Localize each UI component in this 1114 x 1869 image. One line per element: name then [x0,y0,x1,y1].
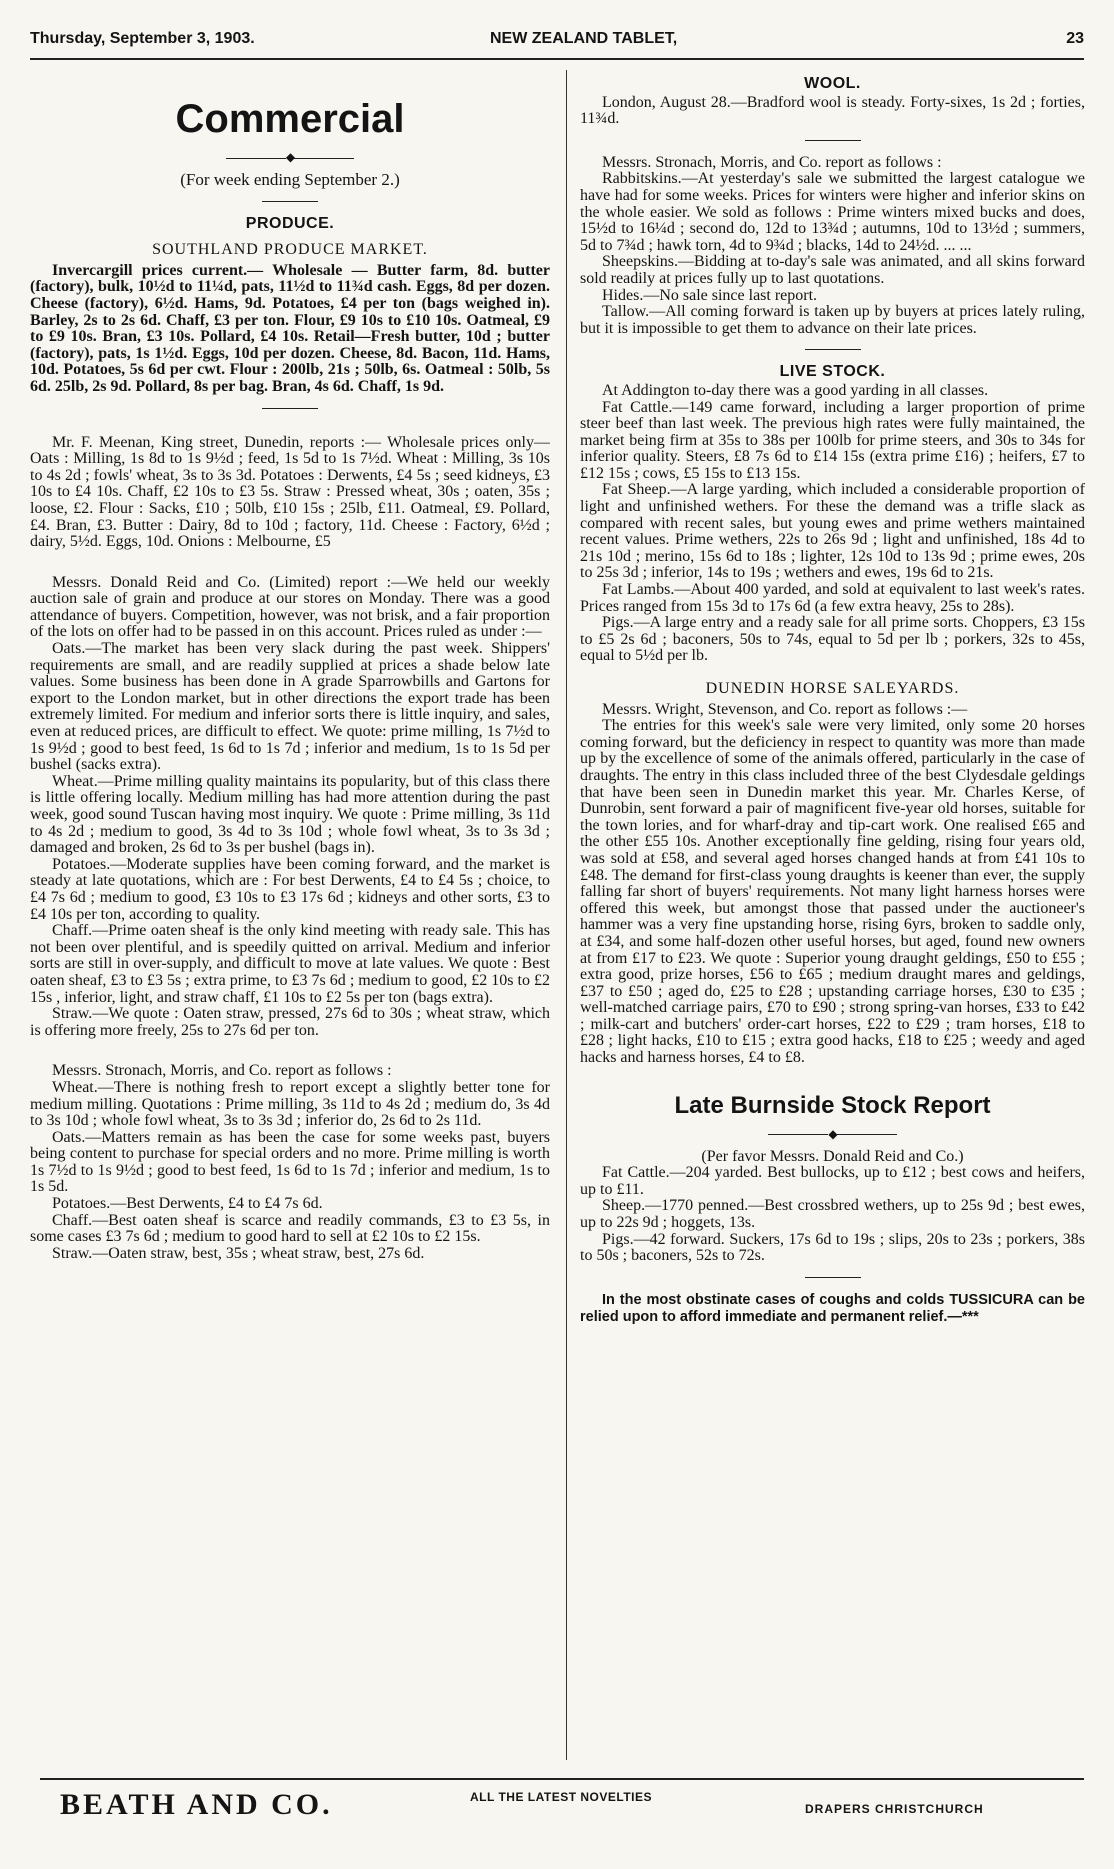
tussicura-advert: In the most obstinate cases of coughs and colds TUSSICURA can be relied upon to afford immediate and permanent relief.—*** [580,1291,1085,1325]
commercial-title: Commercial [175,97,405,141]
reid-paragraph: Messrs. Donald Reid and Co. (Limited) report :—We held our weekly auction sale of grain and produce at our stores on Monday. There was a good attendance of buyers. Competition, however, was not brisk, and a fair proportion of the lots on offer had to be passed in on this account. Prices ruled as under :— [30,573,550,641]
reid-paragraph: Wheat.—Prime milling quality maintains its popularity, but of this class there is little offering locally. Medium milling has had more attention during the past week, good sound Tuscan having most inquiry. We quote : Prime milling, 3s 11d to 4s 2d ; medium to good, 3s 4d to 3s 10d ; whole fowl wheat, 3s to 3s 3d ; damaged and broken, 2s 6d to 3s per bushel (bags in). [30,772,550,857]
footer-brand: BEATH AND CO. [60,1788,333,1821]
stronach-paragraph: Chaff.—Best oaten sheaf is scarce and readily commands, £3 to £3 5s, in some cases £3 7s 6d ; medium to good hard to sell at £2 10s to £2 15s. [30,1211,550,1246]
burnside-title: Late Burnside Stock Report [674,1091,991,1119]
produce-heading: PRODUCE. [245,214,335,232]
livestock-heading: LIVE STOCK. [779,363,886,381]
header-date: Thursday, September 3, 1903. [30,30,255,47]
rule [805,349,861,350]
horse-paragraph: The entries for this week's sale were very limited, only some 20 horses coming forward, but the deficiency in respect to quantity was more than made up by the excellence of some of the animals offered, particularly in the case of draughts. The entry in this class included three of the best Clydesdale geldings that have been seen in Dunedin market this year. Mr. Charles Kerse, of Dunrobin, sent forward a pair of magnificent five-year old horses, suitable for the town lories, and for wharf-dray and tip-cart work. One realised £65 and the other £55 10s. Another exceptionally fine gelding, rising four years old, was sold at £58, and several aged horses changed hands at from £41 10s to £48. The demand for first-class young draughts is keener than ever, the supply falling far short of buyers' requirements. Not many light harness horses were offered this week, but amongst those that passed under the auctioneer's hammer was a very fine upstanding horse, rising 6yrs, broken to saddle only, at £34, and some half-dozen other useful horses, but aged, found new owners at from £17 to £23. We quote : Superior young draught geldings, £50 to £55 ; extra good, prize horses, £56 to £65 ; medium draught mares and geldings, £37 to £50 ; aged do, £25 to £28 ; upstanding carriage horses, £30 to £35 ; well-matched carriage pairs, £70 to £90 ; strong spring-van horses, £33 to £42 ; milk-cart and butchers' order-cart horses, £22 to £29 ; tram horses, £18 to £28 ; light hacks, £10 to £15 ; extra good hacks, £18 to £25 ; weedy and aged hacks and harness horses, £4 to £8. [580,717,1085,1067]
stronach-paragraph: Messrs. Stronach, Morris, and Co. report as follows : [52,1062,392,1080]
southland-heading: SOUTHLAND PRODUCE MARKET. [152,241,428,259]
livestock-paragraph: Fat Lambs.—About 400 yarded, and sold at equivalent to last week's rates. Prices ranged from 15s 3d to 17s 6d (a few extra heavy, 25s to 28s). [580,581,1085,615]
left-column [30,68,550,1758]
header-page-number: 23 [1066,30,1084,47]
column-divider [566,70,567,1760]
stronach-paragraph: Straw.—Oaten straw, best, 35s ; wheat straw, best, 27s 6d. [52,1244,425,1262]
wool-paragraph: Hides.—No sale since last report. [602,286,818,304]
reid-paragraph: Chaff.—Prime oaten sheaf is the only kind meeting with ready sale. This has not been over plentiful, and is speedily quitted on arrival. Medium and inferior sorts are still in over-supply, and difficult to move at late values. We quote : Best oaten sheaf, £3 to £3 5s ; extra prime, to £3 7s 6d ; medium to good, £2 10s to £2 15s , inferior, light, and straw chaff, £1 10s to £2 5s per ton (bags extra). [30,922,550,1006]
page-header [30,30,1084,54]
meenan-text: Mr. F. Meenan, King street, Dunedin, reports :— Wholesale prices only—Oats : Milling, 1s 8d to 1s 9½d ; feed, 1s 5d to 1s 7½d. Wheat : Milling, 3s 10s to 4s 2d ; fowls' wheat, 3s to 3s 3d. Potatoes : Derwents, £4 5s ; seed kidneys, £3 10s to £4 10s. Chaff, £2 10s to £3 5s. Straw : Pressed wheat, 30s ; oaten, 35s ; loose, £2. Flour : Sacks, £10 ; 50lb, £10 15s ; 25lb, £11. Oatmeal, £9. Pollard, £4. Bran, £3. Butter : Dairy, 8d to 10d ; factory, 11d. Cheese : Factory, 6½d ; dairy, 5½d. Eggs, 10d. Onions : Melbourne, £5 [30,433,550,551]
right-column [580,68,1085,1758]
rule [805,140,861,141]
wool-paragraph: Tallow.—All coming forward is taken up by buyers at prices lately ruling, but it is impossible to get them to advance on their late prices. [580,303,1085,337]
rule [805,1277,861,1278]
rule [262,201,318,202]
wool-heading: WOOL. [804,75,861,92]
livestock-paragraph: Fat Sheep.—A large yarding, which included a considerable proportion of light and unfinished wethers. For these the demand was a trifle slack as compared with recent sales, but young ewes and prime wethers maintained recent values. Prime wethers, 22s to 26s 9d ; light and unfinished, 18s 4d to 21s 10d ; merino, 15s 6d to 18s ; lighter, 12s 10d to 13s 9d ; prime ewes, 20s to 25s 3d ; inferior, 14s to 19s ; wethers and ewes, 19s 6d to 21s. [580,481,1085,582]
ornament-divider: ◆ [30,150,550,164]
reid-paragraph: Oats.—The market has been very slack during the past week. Shippers' requirements are small, and are readily supplied at prices a shade below late values. Some business has been done in A grade Sparrowbills and Gartons for export to the London market, but in other directions the export trade has been extremely limited. For medium and inferior sorts there is little inquiry, and sales, even at reduced prices, are difficult to effect. We quote: prime milling, 1s 7½d to 1s 9½d ; good to best feed, 1s 6d to 1s 7d ; inferior and medium, 1s to 1s 5d per bushel (sacks extra). [30,640,550,774]
livestock-paragraph: Fat Cattle.—149 came forward, including a larger proportion of prime steer beef than last week. The previous high rates were fully maintained, the market being firm at 35s to 38s per 100lb for prime steers, and 30s to 34s for inferior quality. Steers, £8 7s 6d to £14 15s (extra prime £16) ; heifers, £7 to £12 15s ; cows, £5 15s to £13 15s. [580,398,1085,482]
southland-text: Invercargill prices current.— Wholesale — Butter farm, 8d. butter (factory), bulk, 10½d to 11¼d, pats, 11½d to 11¾d cash. Eggs, 8d per dozen. Cheese (factory), 6½d. Hams, 9d. Potatoes, £4 per ton (bags weighed in). Barley, 2s to 2s 6d. Chaff, £3 per ton. Flour, £9 10s to £10 10s. Oatmeal, £9 to £9 10s. Bran, £3 10s. Pollard, £4 10s. Retail—Fresh butter, 10d ; butter (factory), pats, 1s 1½d. Eggs, 10d per dozen. Cheese, 8d. Bacon, 11d. Hams, 10d. Potatoes, 5s 6d per cwt. Flour : 200lb, 21s ; 50lb, 6s. Oatmeal : 50lb, 5s 6d. 25lb, 2s 9d. Pollard, 8s per bag. Bran, 4s 6d. Chaff, 1s 9d. [30,261,550,395]
footer-tagline: ALL THE LATEST NOVELTIES [470,1790,653,1804]
stronach-paragraph: Wheat.—There is nothing fresh to report except a slightly better tone for medium milling. Quotations : Prime milling, 3s 11d to 4s 2d ; medium do, 3s 4d to 3s 10d ; whole fowl wheat, 3s to 3s 3d ; inferior do, 2s 6d to 2s 11d. [30,1078,550,1130]
ornament-divider: ◆ [580,1127,1085,1141]
horse-heading: DUNEDIN HORSE SALEYARDS. [705,680,960,697]
reid-paragraph: Potatoes.—Moderate supplies have been coming forward, and the market is steady at late quotations, which are : For best Derwents, £4 to £4 5s ; choice, to £4 7s 6d ; medium to good, £3 10s to £3 17s 6d ; kidneys and other sorts, £3 to £4 10s per ton, according to quality. [30,855,550,923]
reid-paragraph: Straw.—We quote : Oaten straw, pressed, 27s 6d to 30s ; wheat straw, which is offering more freely, 25s to 27s 6d per ton. [30,1005,550,1039]
header-publication: NEW ZEALAND TABLET, [490,30,678,47]
wool-paragraph: Sheepskins.—Bidding at to-day's sale was animated, and all skins forward sold readily at prices fully up to last quotations. [580,253,1085,287]
commercial-subtitle: (For week ending September 2.) [180,170,400,189]
burnside-paragraph: Sheep.—1770 penned.—Best crossbred wethers, up to 25s 9d ; best ewes, up to 22s 9d ; hoggets, 13s. [580,1197,1085,1232]
footer-rule [40,1778,1084,1780]
header-rule [30,58,1084,60]
burnside-paragraph: Fat Cattle.—204 yarded. Best bullocks, up to £12 ; best cows and heifers, up to £11. [580,1164,1085,1198]
burnside-subtitle: (Per favor Messrs. Donald Reid and Co.) [701,1147,964,1165]
wool-paragraph: Rabbitskins.—At yesterday's sale we submitted the largest catalogue we have had for some weeks. Prices for winters were higher and inferior skins on the whole easier. We sold as follows : Prime winters mixed bucks and does, 15½d to 16¼d ; second do, 12d to 13¾d ; autumns, 10d to 13½d ; summers, 5d to 7¾d ; hawk torn, 4d to 9¾d ; blacks, 14d to 24½d. ... ... [580,170,1085,254]
rule [262,408,318,409]
livestock-paragraph: At Addington to-day there was a good yarding in all classes. [602,381,989,399]
wool-london: London, August 28.—Bradford wool is steady. Forty-sixes, 1s 2d ; forties, 11¾d. [580,93,1085,128]
horse-paragraph: Messrs. Wright, Stevenson, and Co. report as follows :— [602,700,968,718]
stronach-paragraph: Oats.—Matters remain as has been the case for some weeks past, buyers being content to purchase for special orders and no more. Prime milling is worth 1s 7½d to 1s 9½d ; good to best feed, 1s 6d to 1s 7d ; inferior and medium, 1s to 1s 5d. [30,1128,550,1196]
burnside-paragraph: Pigs.—42 forward. Suckers, 17s 6d to 19s ; slips, 20s to 23s ; porkers, 38s to 50s ; baconers, 52s to 72s. [580,1230,1085,1265]
stronach-paragraph: Potatoes.—Best Derwents, £4 to £4 7s 6d. [52,1195,323,1213]
footer-location: DRAPERS CHRISTCHURCH [805,1802,984,1816]
livestock-paragraph: Pigs.—A large entry and a ready sale for all prime sorts. Choppers, £3 15s to £5 2s 6d ; baconers, 50s to 74s, equal to 5d per lb ; porkers, 32s to 45s, equal to 5½d per lb. [580,614,1085,665]
wool-paragraph: Messrs. Stronach, Morris, and Co. report as follows : [602,153,942,171]
